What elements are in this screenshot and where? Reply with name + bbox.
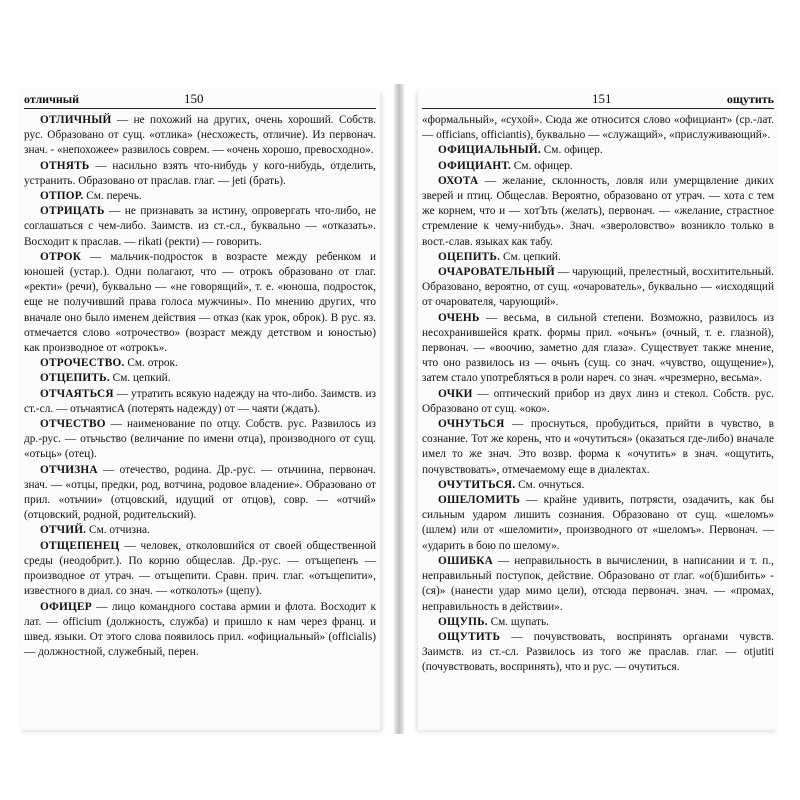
dictionary-entry <box>422 387 774 417</box>
entry-definition: См. отрок. <box>124 357 178 370</box>
entry-headword: ОТЩЕПЕНЕЦ <box>40 539 120 552</box>
entry-headword: ОТЧИЙ. <box>40 524 87 537</box>
dictionary-entry <box>24 204 376 250</box>
entry-definition: См. офицер. <box>510 159 573 172</box>
entry-headword: ОТНЯТЬ <box>40 159 90 172</box>
entry-definition: См. офицер. <box>540 144 603 157</box>
entry-definition: — крайне удивить, потрясти, озадачить, как бы сильным ударом лишить сознания. Образовано от сущ. «шеломъ» (шлем) или от «шеломити», производного от «шеломъ». Первонач. — «ударить в бою по шелому». <box>422 494 774 552</box>
entry-headword: ОТПОР. <box>40 190 84 203</box>
entry-headword: ОЧАРОВАТЕЛЬНЫЙ <box>438 266 555 279</box>
entry-definition: См. отчизна. <box>86 524 150 537</box>
left-page-body <box>20 113 380 660</box>
entry-definition: — чарующий, прелестный, восхитительный. Образовано, вероятно, от сущ. «очарователь», буквально — «исходящий от очарователя, чарующий». <box>422 266 774 309</box>
entry-definition: — насильно взять что-нибудь у кого-нибудь, отделить, устранить. Образовано от праслав. глаг. — jeti (брать). <box>24 159 376 187</box>
dictionary-entry <box>24 539 376 600</box>
right-running-head: ощутить <box>726 92 774 106</box>
entry-headword: ОТЧЕСТВО <box>40 418 106 431</box>
entry-definition: — отечество, родина. Др.-рус. — отьчиина, первонач. знач. — «отцы, предки, род, вотчина, родовое владение». Образовано от прил. «отьчии» (отцовский, идущий от отцов), совр. — «отчий» (отцовский, родной, родительский). <box>24 463 376 522</box>
dictionary-entry <box>422 159 774 174</box>
left-page <box>20 90 380 730</box>
entry-definition: — желание, склонность, ловля или умерщвление диких зверей и птиц. Общеслав. Вероятно, образовано от утрач. — хота с тем же корнем, что и — хотЪть (желать), первонач. — «желание, страстное стремление к чему-нибудь». Знач. «звероловство» возникло только в вост.-слав. языках как табу. <box>422 174 774 248</box>
dictionary-entry <box>24 600 376 661</box>
entry-definition: См. щупать. <box>487 615 549 628</box>
dictionary-entry <box>422 143 774 158</box>
entry-definition: — человек, отколовшийся от своей общественной среды (неодобрит.). По корню общеслав. Др.-рус. — отъщепенъ — производное от утрач. — отъщепити. Сравн. прич. глаг. «отъщепити», известного в диал. со знач. — «отколоть» (щепу). <box>24 539 376 598</box>
entry-headword: ОТЦЕПИТЬ. <box>40 372 110 385</box>
entry-headword: ОЧУТИТЬСЯ. <box>438 478 516 491</box>
entry-headword: ОТРОЧЕСТВО. <box>40 357 125 370</box>
dictionary-entry <box>24 523 376 538</box>
right-page-body <box>418 113 778 676</box>
entry-headword: ОЩУПЬ. <box>438 615 488 628</box>
dictionary-entry <box>422 265 774 311</box>
dictionary-entry <box>422 630 774 676</box>
dictionary-entry <box>24 387 376 417</box>
entry-definition: — мальчик-подросток в возрасте между ребенком и юношей (устар.). Одни полагают, что — отрокъ образовано от глаг. «ректи» (речи), буквально — «не говорящий», т. е. «юноша, подросток, еще не получивший права голоса мужчины». По мнению других, что вначале оно было именем действия — отказ (как урок, оброк). В рус. яз. отмечается слово «отрочество» (возраст между детством и юностью) как производное от «отрокъ». <box>24 250 376 355</box>
entry-headword: ОШИБКА <box>438 554 493 567</box>
dictionary-entry <box>24 159 376 189</box>
entry-definition: — проснуться, пробудиться, прийти в чувство, в сознание. Тот же корень, что и «очутиться» (оказаться где-либо) вначале имел то же знач. Это возвр. форма к «очутить» в знач. «ощутить, почувствовать», отмечаемому еще в диалектах. <box>422 418 774 476</box>
right-page-header <box>422 90 774 109</box>
entry-definition: — неправильность в вычислении, в написании и т. п., неправильный поступок, действие. Образовано от глаг. «о(б)шибить» - (ся)» (нанести удар мимо цели), отсюда первонач. знач. — «промах, неправильность в действии». <box>422 554 774 613</box>
dictionary-entry <box>24 356 376 371</box>
entry-headword: ОЧНУТЬСЯ <box>438 418 505 431</box>
entry-headword: ОТЛИЧНЫЙ <box>40 114 112 126</box>
entry-headword: ОШЕЛОМИТЬ <box>438 494 521 507</box>
entry-headword: ОТРИЦАТЬ <box>40 205 105 218</box>
right-page-number: 151 <box>592 91 612 106</box>
entry-definition: См. цепкий. <box>500 250 561 263</box>
book-gutter <box>394 84 404 734</box>
dictionary-entry <box>422 311 774 387</box>
entry-headword: ОЩУТИТЬ <box>438 630 501 643</box>
entry-definition: — почувствовать, воспринять органами чувств. Заимств. из ст.-сл. Развилось из того же праслав. глаг. — otjutiti (почувствовать, воспринять), что и рус. — очутиться. <box>422 630 774 674</box>
entry-headword: ОФИЦИАЛЬНЫЙ. <box>438 144 541 157</box>
dictionary-entry <box>24 417 376 463</box>
entry-headword: ОТЧАЯТЬСЯ <box>40 387 114 400</box>
entry-definition: — весьма, в сильной степени. Возможно, развилось из несохранившейся кратк. формы прил. «очьнъ» (очный, т. е. глазной), первонач. — «воочию, заметно для глаза». Существует также мнение, что оно развилось из — очьнъ (сущ. со знач. «чувство, ощущение»), затем стало употребляться в роли нареч. со знач. «чрезмерно, весьма». <box>422 311 774 385</box>
left-running-head: отличный <box>24 92 80 106</box>
entry-headword: ОЧКИ <box>438 387 473 400</box>
left-page-header <box>24 90 376 109</box>
entry-headword: ОФИЦЕР <box>40 600 92 613</box>
dictionary-entry <box>24 250 376 356</box>
dictionary-entry <box>24 371 376 386</box>
entry-definition: — лицо командного состава армии и флота. Восходит к лат. — officium (должность, служба) и пришло к нам через франц. и швед. языки. От этого слова появилось прил. «официальный» (officialis) — должностной, служебный, перен. <box>24 600 376 659</box>
dictionary-entry <box>422 417 774 478</box>
left-page-number: 150 <box>184 91 204 106</box>
entry-continuation: «формальный», «сухой». Сюда же относится слово «официант» (ср.-лат. — officians, officiantis), буквально — «служащий», «прислуживающий». <box>422 114 774 142</box>
entry-headword: ОФИЦИАНТ. <box>438 159 511 172</box>
entry-definition: См. цепкий. <box>109 372 171 385</box>
entry-headword: ОЧЕНЬ <box>438 311 480 324</box>
entry-headword: ОХОТА <box>438 174 479 187</box>
dictionary-entry <box>24 189 376 204</box>
dictionary-entry <box>422 615 774 630</box>
dictionary-entry <box>422 250 774 265</box>
entry-headword: ОТЧИЗНА <box>40 463 98 476</box>
entry-definition: См. очнуться. <box>515 478 585 491</box>
dictionary-entry <box>422 174 774 250</box>
dictionary-entry <box>422 554 774 615</box>
entry-definition: См. перечь. <box>83 190 142 203</box>
entry-headword: ОЦЕПИТЬ. <box>438 250 501 263</box>
entry-definition: — наименование по отцу. Собств. рус. Развилось из др.-рус. — отьчьство (величание по имени отца), производного от сущ. «отьць» (отец). <box>24 418 376 461</box>
entry-definition: — не признавать за истину, опровергать что-либо, не соглашаться с чем-либо. Заимств. из ст.-сл., буквально — «отказать». Восходит к праслав. — rikati (ректи) — говорить. <box>24 205 376 248</box>
dictionary-entry <box>24 113 376 159</box>
right-page <box>418 90 778 730</box>
entry-definition: — оптический прибор из двух линз и стекол. Собств. рус. Образовано от сущ. «око». <box>422 387 774 415</box>
dictionary-entry <box>24 463 376 524</box>
dictionary-entry <box>422 478 774 493</box>
entry-definition: — утратить всякую надежду на что-либо. Заимств. из ст.-сл. — отьчаятисА (потерять надежду) от — чаяти (ждать). <box>24 387 376 415</box>
entry-headword: ОТРОК <box>40 250 82 263</box>
dictionary-entry <box>422 493 774 554</box>
entry-definition: — не похожий на других, очень хороший. Собств. рус. Образовано от сущ. «отлика» (несхожесть, отличие). Из первонач. знач. - «непохожее» развилось соврем. — «очень хорошо, превосходно». <box>24 114 376 157</box>
